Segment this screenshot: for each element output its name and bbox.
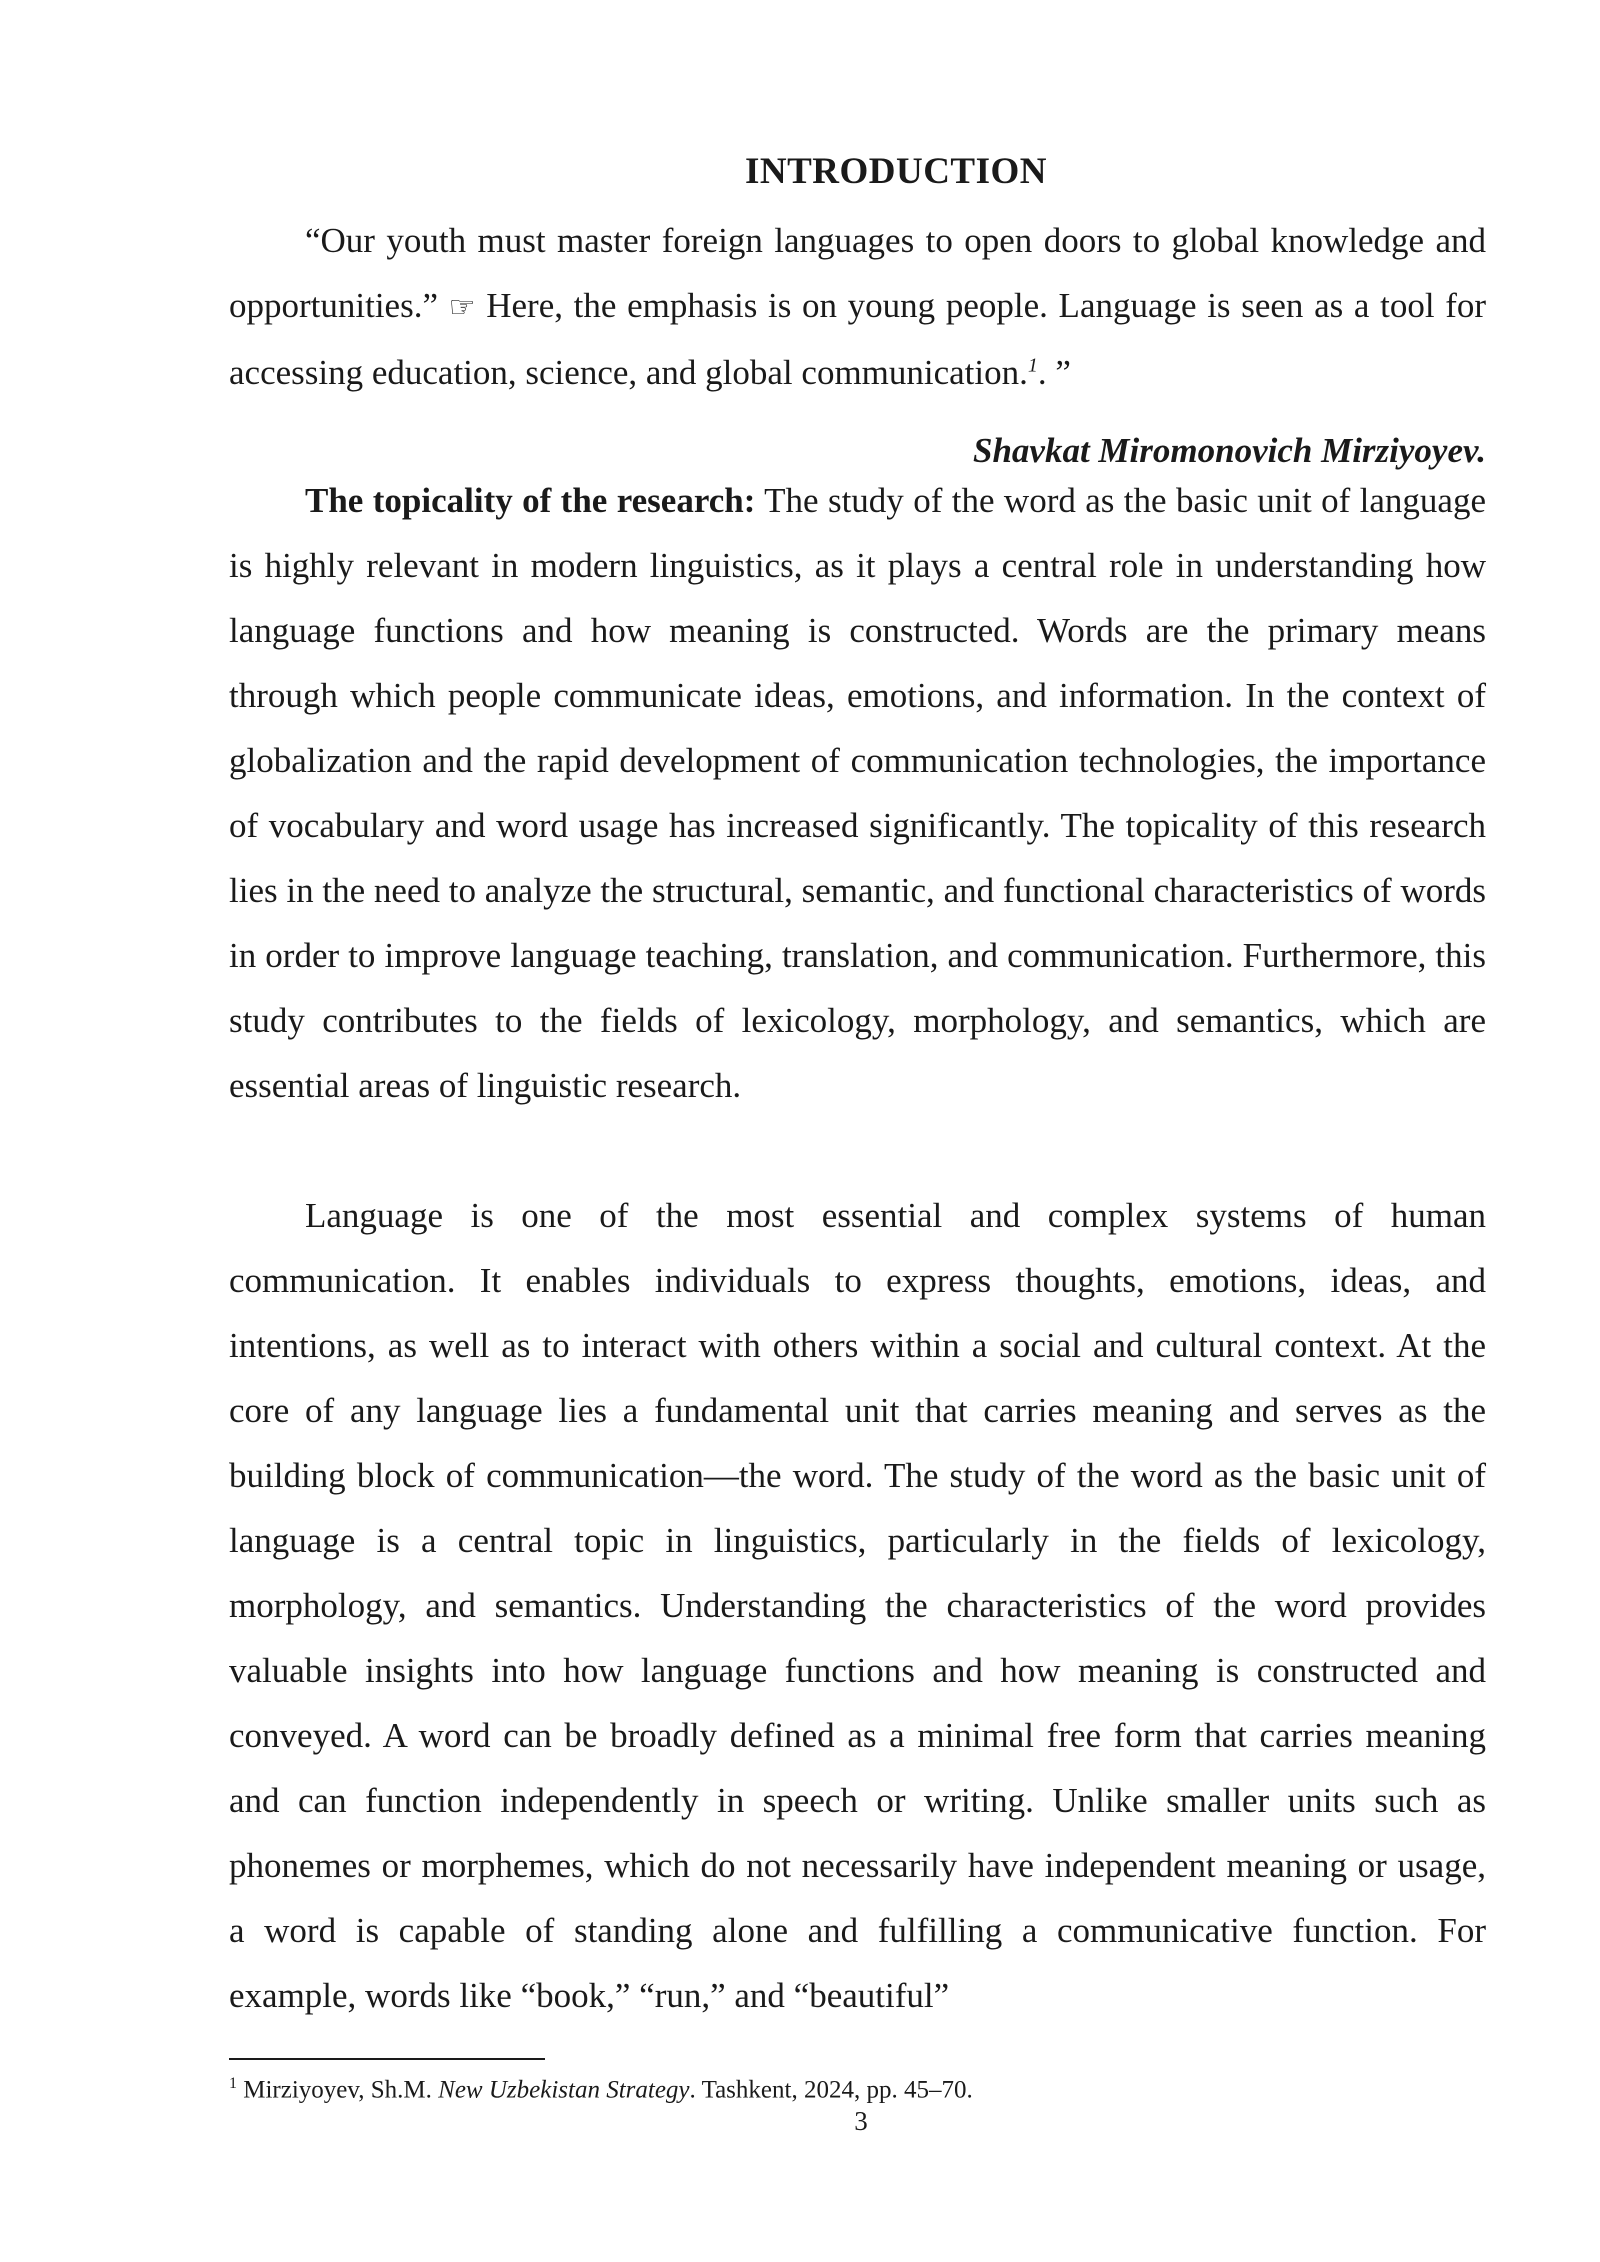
footnote-details: . Tashkent, 2024, pp. 45–70.	[689, 2076, 973, 2104]
footnote-divider	[229, 2058, 545, 2060]
footnote-author: Mirziyoyev, Sh.M.	[243, 2076, 432, 2104]
topicality-lead: The topicality of the research:	[305, 481, 756, 520]
epigraph-quote: “Our youth must master foreign languages to open doors to global knowledge and opportunities.”	[229, 221, 1486, 325]
topicality-text: The study of the word as the basic unit of language is highly relevant in modern linguistics, as it plays a central role in understanding how language functions and how meaning is constructed. Words are the primary means through which people communicate ideas, emotions, and information. In the context of globalization and the rapid development of communication technologies, the importance of vocabulary and word usage has increased significantly. The topicality of this research lies in the need to analyze the structural, semantic, and functional characteristics of words in order to improve language teaching, translation, and communication. Furthermore, this study contributes to the fields of lexicology, morphology, and semantics, which are essential areas of linguistic research.	[229, 481, 1486, 1105]
topicality-paragraph	[229, 468, 1486, 1118]
pointing-hand-icon: ☞	[448, 290, 476, 325]
footnote	[229, 2068, 1486, 2106]
epigraph-closing: . ”	[1037, 353, 1071, 392]
section-heading: INTRODUCTION	[744, 151, 1048, 192]
epigraph-author: Shavkat Miromonovich Mirziyoyev.	[972, 431, 1486, 470]
language-paragraph	[229, 1183, 1486, 2028]
page-number: 3	[854, 2106, 868, 2136]
footnote-number: 1	[229, 2075, 237, 2092]
footnote-reference: 1	[1027, 354, 1038, 377]
footnote-title: New Uzbekistan Strategy	[438, 2076, 690, 2104]
epigraph-commentary: Here, the emphasis is on young people. Language is seen as a tool for accessing education, science, and global communication.	[229, 286, 1487, 392]
epigraph	[229, 208, 1486, 405]
language-paragraph-text: Language is one of the most essential and complex systems of human communication. It enables individuals to express thoughts, emotions, ideas, and intentions, as well as to interact with others within a social and cultural context. At the core of any language lies a fundamental unit that carries meaning and serves as the building block of communication—the word. The study of the word as the basic unit of language is a central topic in linguistics, particularly in the fields of lexicology, morphology, and semantics. Understanding the characteristics of the word provides valuable insights into how language functions and how meaning is constructed and conveyed. A word can be broadly defined as a minimal free form that carries meaning and can function independently in speech or writing. Unlike smaller units such as phonemes or morphemes, which do not necessarily have independent meaning or usage, a word is capable of standing alone and fulfilling a communicative function. For example, words like “book,” “run,” and “beautiful”	[229, 1196, 1486, 2015]
